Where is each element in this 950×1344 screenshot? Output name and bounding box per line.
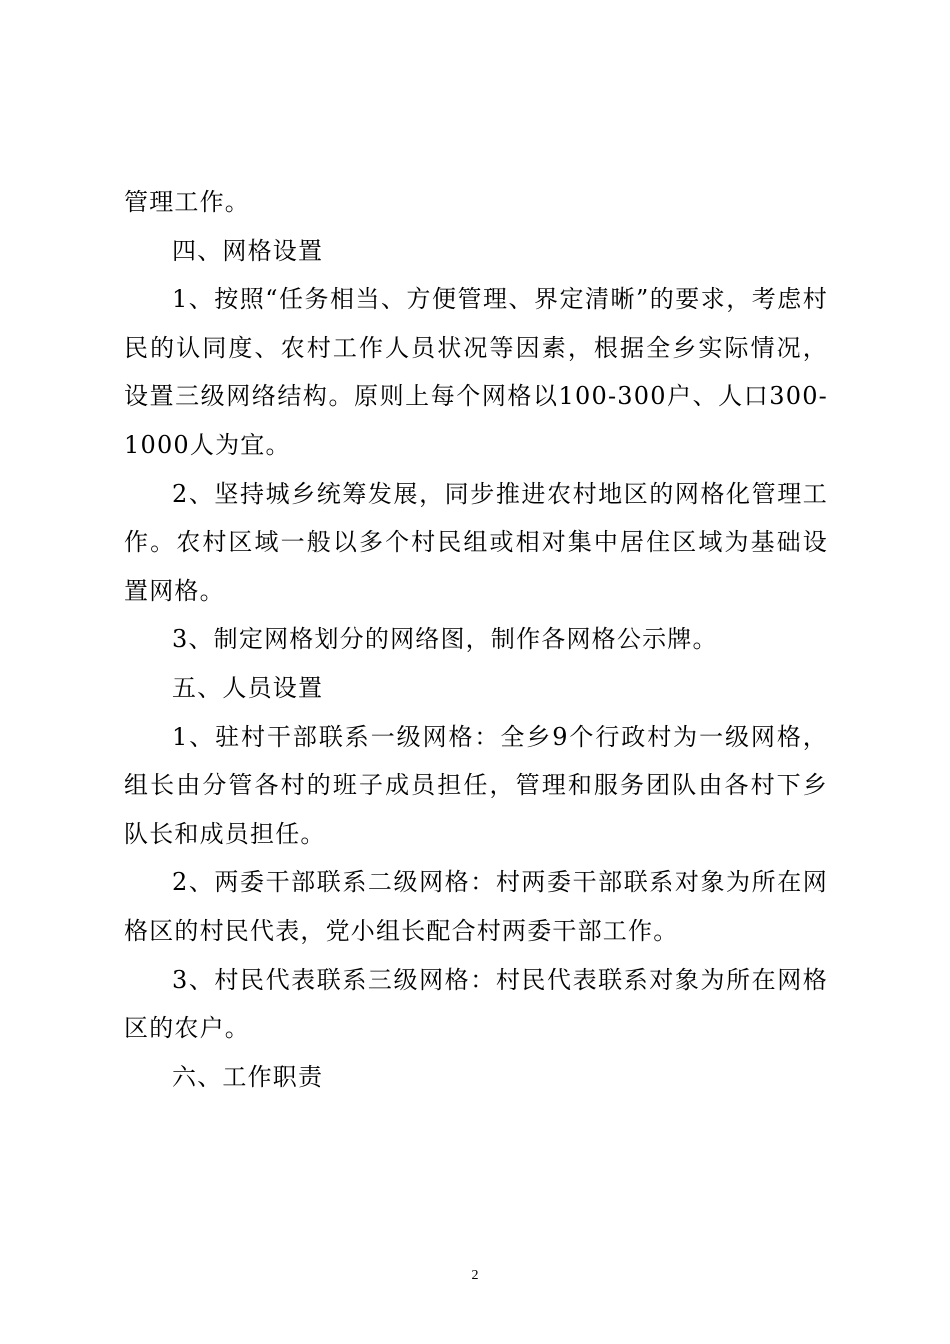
paragraph-urban-rural: 2、坚持城乡统筹发展，同步推进农村地区的网格化管理工作。农村区域一般以多个村民组或相对集中居住区域为基础设置网格。: [124, 479, 828, 605]
section-heading-staffing: 五、人员设置: [172, 673, 324, 702]
paragraph-level-two-grid: 2、两委干部联系二级网格：村两委干部联系对象为所在网格区的村民代表，党小组长配合村两委干部工作。: [124, 868, 828, 945]
page-number: 2: [471, 1268, 479, 1283]
section-heading-grid-setup: 四、网格设置: [172, 236, 324, 265]
section-heading-duties: 六、工作职责: [172, 1062, 324, 1091]
document-body: [124, 178, 828, 1101]
paragraph-continuation: 管理工作。: [124, 188, 250, 216]
paragraph-level-one-grid: 1、驻村干部联系一级网格：全乡9个行政村为一级网格，组长由分管各村的班子成员担任，管理和服务团队由各村下乡队长和成员担任。: [124, 722, 828, 848]
paragraph-level-three-grid: 3、村民代表联系三级网格：村民代表联系对象为所在网格区的农户。: [124, 965, 828, 1043]
paragraph-grid-structure: 1、按照“任务相当、方便管理、界定清晰”的要求，考虑村民的认同度、农村工作人员状况等因素，根据全乡实际情况，设置三级网络结构。原则上每个网格以100-300户、人口300-1000人为宜。: [124, 285, 828, 459]
paragraph-grid-map: 3、制定网格划分的网络图，制作各网格公示牌。: [172, 625, 718, 654]
